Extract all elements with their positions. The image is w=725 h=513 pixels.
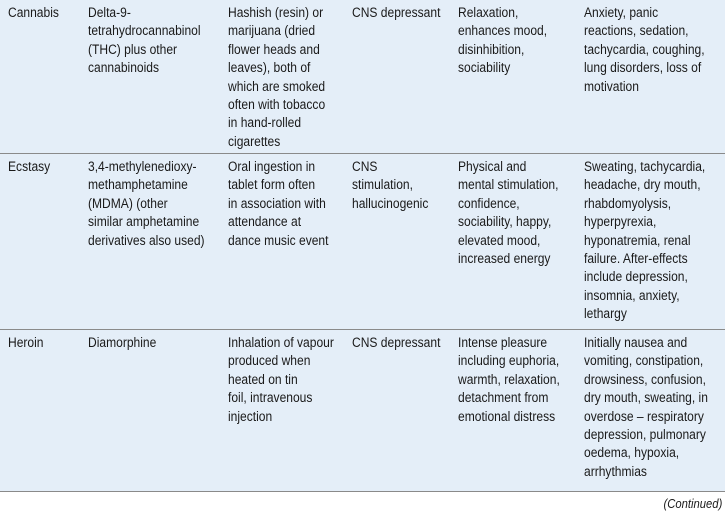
drug-name-cell: Cannabis xyxy=(8,5,59,20)
active-ingredient-cell: Diamorphine xyxy=(88,335,157,350)
desired-effects-cell: Intense pleasure including euphoria, warmth, relaxation, detachment from emotional distress xyxy=(458,335,560,424)
active-ingredient-cell: 3,4-methylenedioxy- methamphetamine (MDMA) (other similar amphetamine derivatives also used) xyxy=(88,159,205,248)
drug-class-cell: CNS stimulation, hallucinogenic xyxy=(352,159,429,211)
route-cell: Oral ingestion in tablet form often in association with attendance at dance music event xyxy=(228,159,329,248)
continued-note: (Continued) xyxy=(663,497,722,511)
drug-class-cell: CNS depressant xyxy=(352,5,441,20)
table-row xyxy=(0,0,725,153)
table-row xyxy=(0,329,725,491)
adverse-effects-cell: Initially nausea and vomiting, constipation, drowsiness, confusion, dry mouth, sweating, in overdose – respiratory depression, pulmonary oedema, hypoxia, arrhythmias xyxy=(584,335,708,479)
desired-effects-cell: Physical and mental stimulation, confidence, sociability, happy, elevated mood, increased energy xyxy=(458,159,559,267)
drug-class-cell: CNS depressant xyxy=(352,335,441,350)
route-cell: Inhalation of vapour produced when heated on tin foil, intravenous injection xyxy=(228,335,334,424)
active-ingredient-cell: Delta-9- tetrahydrocannabinol (THC) plus other cannabinoids xyxy=(88,5,201,76)
route-cell: Hashish (resin) or marijuana (dried flower heads and leaves), both of which are smoked often with tobacco in hand-rolled cigarettes xyxy=(228,5,326,149)
drug-name-cell: Ecstasy xyxy=(8,159,51,174)
table-row xyxy=(0,153,725,330)
adverse-effects-cell: Sweating, tachycardia, headache, dry mouth, rhabdomyolysis, hyperpyrexia, hyponatremia, renal failure. After-effects include depression, insomnia, anxiety, lethargy xyxy=(584,159,706,322)
desired-effects-cell: Relaxation, enhances mood, disinhibition, sociability xyxy=(458,5,548,76)
adverse-effects-cell: Anxiety, panic reactions, sedation, tachycardia, coughing, lung disorders, loss of motivation xyxy=(584,5,705,94)
drug-name-cell: Heroin xyxy=(8,335,44,350)
